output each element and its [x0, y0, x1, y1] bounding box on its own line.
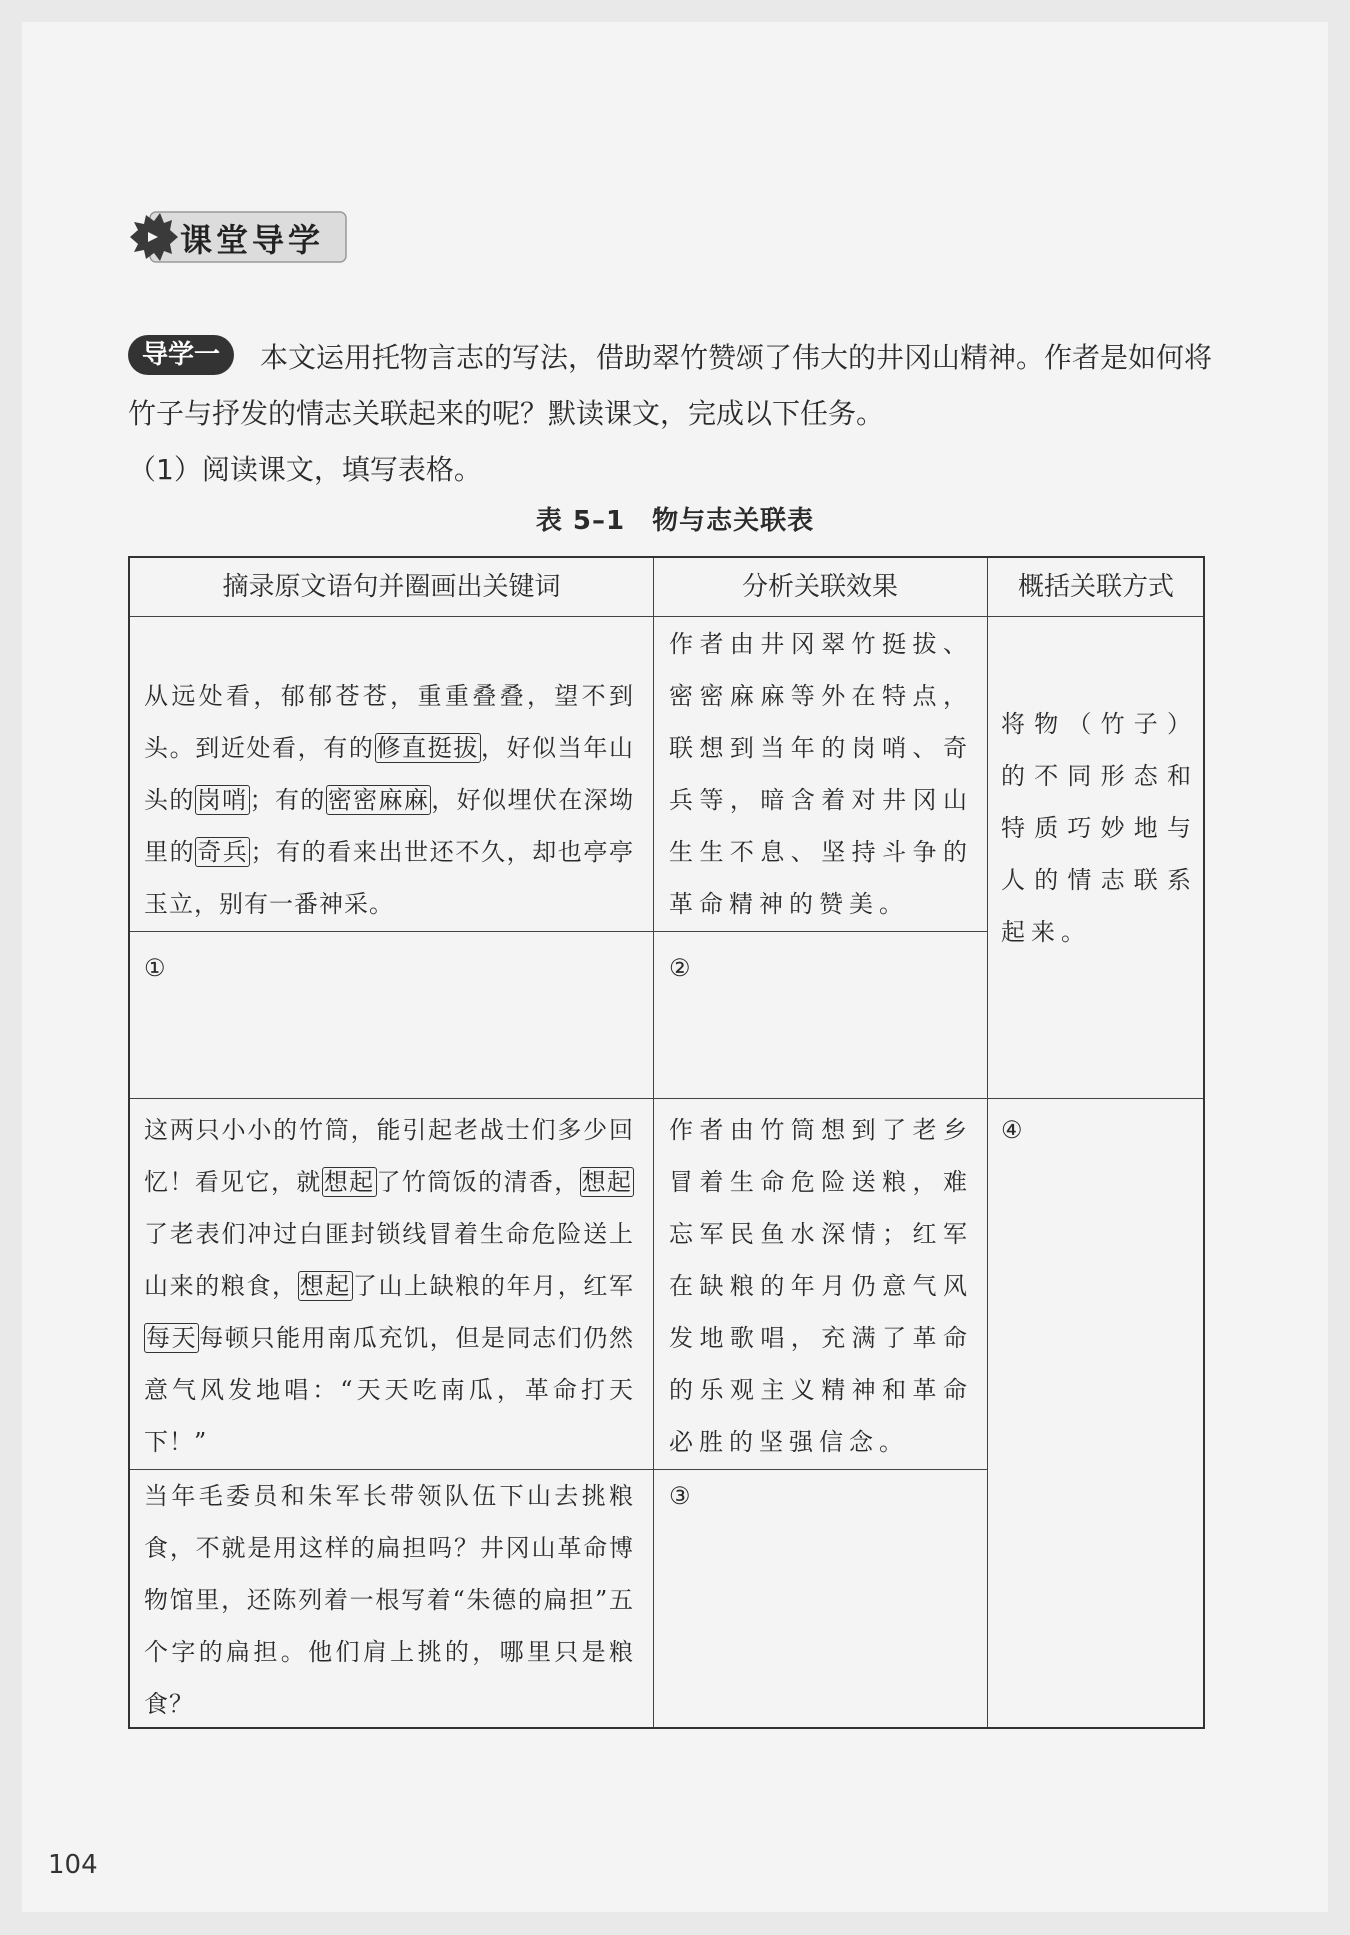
answer-blank-4: ④ [1001, 1116, 1024, 1144]
circled-keyword: 密密麻麻 [327, 786, 430, 814]
column-divider [653, 558, 654, 1727]
circled-keyword: 奇兵 [197, 838, 249, 866]
intro-paragraph [128, 330, 1218, 442]
header-quote: 摘录原文语句并圈画出关键词 [222, 572, 561, 602]
quote-text: ，好似当年山头的 [144, 734, 635, 814]
page-number: 104 [48, 1850, 98, 1880]
section-title: 课堂导学 [180, 221, 325, 259]
quote-text: ；有的 [249, 786, 326, 814]
quote-text: 了竹筒饭的清香， [376, 1168, 580, 1196]
row3-quote [144, 1104, 634, 1468]
header-divider [130, 616, 1203, 617]
section-heading [128, 210, 350, 264]
answer-blank-3: ③ [669, 1482, 692, 1510]
row1-method: 将物（竹子）的不同形态和特质巧妙地与人的情志联系起来。 [1001, 710, 1197, 946]
quote-text: 每顿只能用南瓜充饥，但是同志们仍然意气风发地唱：“天天吃南瓜，革命打天下！” [144, 1324, 635, 1456]
header-effect: 分析关联效果 [741, 572, 898, 602]
row1-effect: 作者由井冈翠竹挺拔、密密麻麻等外在特点，联想到当年的岗哨、奇兵等，暗含着对井冈山生生不息、坚持斗争的革命精神的赞美。 [669, 630, 973, 918]
header-method: 概括关联方式 [1017, 572, 1174, 602]
task-instruction: （1）阅读课文，填写表格。 [128, 453, 482, 486]
quote-text: ，好似埋伏在深坳里的 [144, 786, 635, 866]
circled-keyword: 想起 [323, 1168, 375, 1196]
row-divider [130, 931, 987, 932]
quote-text: ；有的看来出世还不久，却也亭亭玉立，别有一番神采。 [144, 838, 635, 918]
circled-keyword: 想起 [581, 1168, 633, 1196]
row3-effect: 作者由竹筒想到了老乡冒着生命危险送粮，难忘军民鱼水深情；红军在缺粮的年月仍意气风发地歌唱，充满了革命的乐观主义精神和革命必胜的坚强信念。 [669, 1116, 973, 1456]
row-divider [130, 1098, 1203, 1099]
circled-keyword: 想起 [299, 1272, 351, 1300]
quote-text: 了山上缺粮的年月，红军 [352, 1272, 635, 1300]
guide-badge: 导学一 [128, 335, 234, 375]
circled-keyword: 修直挺拔 [376, 734, 479, 762]
quote-text: 从远处看，郁郁苍苍，重重叠叠，望不到头。到近处看，有的 [144, 682, 634, 762]
circled-keyword: 岗哨 [196, 786, 248, 814]
quote-text: 这两只小小的竹筒，能引起老战士们多少回忆！看见它，就 [144, 1116, 634, 1196]
intro-text: 本文运用托物言志的写法，借助翠竹赞颂了伟大的井冈山精神。作者是如何将竹子与抒发的情志关联起来的呢？默读课文，完成以下任务。 [128, 341, 1213, 430]
relation-table [128, 556, 1205, 1729]
table-caption: 表 5–1 物与志关联表 [535, 506, 815, 536]
quote-text: 了老表们冲过白匪封锁线冒着生命危险送上山来的粮食， [144, 1220, 634, 1300]
answer-blank-1: ① [144, 954, 167, 982]
row1-quote [144, 670, 634, 930]
lesson-intro [128, 330, 1218, 498]
column-divider [987, 558, 988, 1727]
row4-quote: 当年毛委员和朱军长带领队伍下山去挑粮食，不就是用这样的扁担吗？井冈山革命博物馆里，还陈列着一根写着“朱德的扁担”五个字的扁担。他们肩上挑的，哪里只是粮食？ [144, 1482, 634, 1718]
circled-keyword: 每天 [146, 1324, 198, 1352]
answer-blank-2: ② [669, 954, 692, 982]
